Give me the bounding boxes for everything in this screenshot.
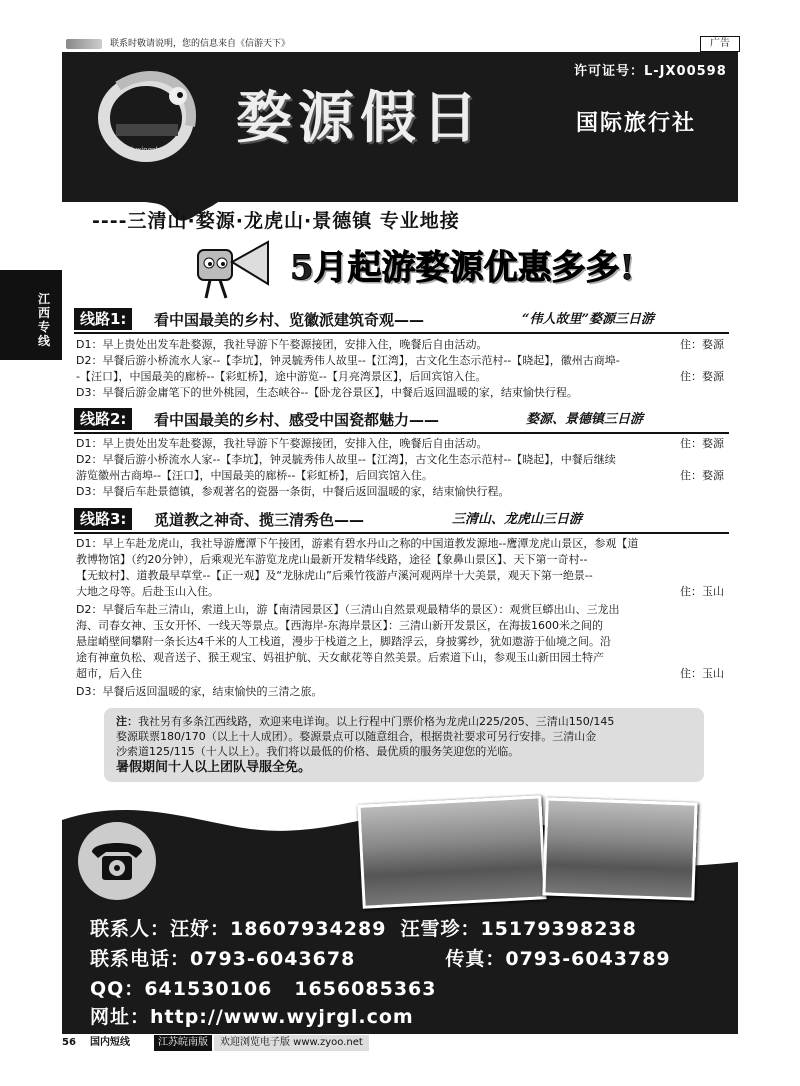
info-source-text: 联系时敬请说明，您的信息来自《信游天下》 [110,39,291,49]
qq-2: 1656085363 [294,978,437,1000]
route-3-day-2-cont-3: 途有神童负松、观音送子、猴王观宝、妈祖护航、天女献花等自然美景。后索道下山，参观玉山新田园土特产 [76,651,604,664]
website-url: http://www.wyjrgl.com [150,1006,414,1028]
route-1-day-1-stay: 住：婺源 [680,338,724,351]
contact-qq [90,974,437,1001]
summer-guide-free-notice: 暑假期间十人以上团队导服全免。 [116,760,312,775]
contact-phone-fax [90,944,671,971]
note-label: 注： [116,715,138,728]
route-1-name: “伟人故里”婺源三日游 [522,312,654,327]
qq-label: QQ： [90,978,145,1000]
route-3-day-1: D1：早上车赴龙虎山，我社导游鹰潭下午接团，游素有碧水丹山之称的中国道教发源地--鹰潭龙虎山景区，参观【道 [76,537,639,550]
agency-brand-name: 婺源假日 [236,85,484,151]
route-2-title: 看中国最美的乡村、感受中国瓷都魅力—— [154,411,440,429]
route-3-title: 觅道教之神奇、揽三清秀色—— [154,511,365,529]
price-note-box [104,708,704,782]
route-3-day-2-stay: 住：玉山 [680,667,724,680]
route-1-title: 看中国最美的乡村、览徽派建筑奇观—— [154,311,425,329]
fax-number: 0793-6043789 [505,948,671,970]
village-bridge-photo [357,795,546,908]
route-1-day-2: D2：早餐后游小桥流水人家--【李坑】，钟灵毓秀伟人故里--【江湾】，古文化生态示范村--【晓起】，徽州古商埠- [76,354,620,367]
huizhou-houses-photo [542,797,697,900]
ad-label: 广告 [700,36,740,52]
qq-1: 641530106 [144,978,273,1000]
destinations-slogan: ----三清山·婺源·龙虎山·景德镇 专业地接 [92,210,460,232]
phone-label: 联系电话： [90,948,191,970]
route-2-tag: 线路2: [74,408,132,430]
route-3-day-1-cont-1: 教博物馆】（约20分钟），后乘观光车游览龙虎山最新开发精华线路，途径【象鼻山景区】、天下第一奇村-- [76,553,588,566]
route-3-day-1-cont-3: 大地之母等。后赴玉山入住。 [76,585,219,598]
page-number: 56 [62,1037,76,1048]
route-1-day-2-cont: -【汪口】，中国最美的廊桥--【彩虹桥】，途中游览--【月亮湾景区】，后回宾馆入住。 [76,370,487,383]
route-3-day-3: D3：早餐后返回温暖的家，结束愉快的三清之旅。 [76,685,323,698]
route-1-day-3: D3：早餐后游金庸笔下的世外桃园，生态峡谷--【卧龙谷景区】，中餐后返回温暖的家，结束愉快行程。 [76,386,578,399]
contact-persons [90,914,637,941]
fax-label: 传真： [445,948,506,970]
contact-website [90,1002,414,1029]
route-1-day-1: D1：早上贵处出发车赴婺源，我社导游下午婺源接团，安排入住，晚餐后自由活动。 [76,338,488,351]
logo-caption: jiarilvxingshe [118,146,165,154]
section-name: 国内短线 [90,1037,130,1048]
route-3-day-1-stay: 住：玉山 [680,585,724,598]
license-number: 许可证号：L-JX00598 [574,64,727,79]
e-edition-link: 欢迎浏览电子版 www.zyoo.net [214,1035,369,1051]
publisher-edition: 江苏皖南版 [154,1035,212,1051]
agency-type: 国际旅行社 [576,111,697,136]
route-2-day-2-cont: 游览徽州古商埠--【汪口】，中国最美的廊桥--【彩虹桥】，后回宾馆入住。 [76,469,433,482]
route-1-header [74,308,729,334]
route-2-day-2-stay: 住：婺源 [680,469,724,482]
route-2-day-1: D1：早上贵处出发车赴婺源，我社导游下午婺源接团，安排入住，晚餐后自由活动。 [76,437,488,450]
route-3-header [74,508,729,534]
route-3-day-2: D2：早餐后车赴三清山，索道上山，游【南清园景区】（三清山自然景观最精华的景区）：观赏巨蟒出山、三龙出 [76,603,620,616]
megaphone-mascot-icon [188,232,278,304]
website-label: 网址： [90,1006,151,1028]
route-2-name: 婺源、景德镇三日游 [526,412,644,427]
route-3-tag: 线路3: [74,508,132,530]
route-3-name: 三清山、龙虎山三日游 [452,512,583,527]
footer [62,1034,738,1052]
route-3-day-2-cont-1: 海、司春女神、玉女开怀、一线天等景点。【西海岸-东海岸景区】：三清山新开发景区，在海拔1600米之间的 [76,619,603,632]
note-line-3: 沙索道125/115（十人以上）。我们将以最低的价格、最优质的服务笑迎您的光临。 [116,745,520,758]
route-2-day-2: D2：早餐后游小桥流水人家--【李坑】，钟灵毓秀伟人故里--【江湾】，古文化生态示范村--【晓起】，中餐后继续 [76,453,616,466]
telephone-icon [78,822,156,900]
contact-person-label: 联系人： [90,918,171,940]
note-line-2: 婺源联票180/170（以上十人成团）。婺源景点可以随意组合，根据贵社要求可另行安排。三清山金 [116,730,597,743]
route-2-day-3: D3：早餐后车赴景德镇，参观著名的瓷器一条街，中餐后返回温暖的家，结束愉快行程。 [76,485,510,498]
route-1-day-2-stay: 住：婺源 [680,370,724,383]
agency-logo [98,66,208,166]
contact-person-1: 汪妤：18607934289 [170,918,387,940]
route-3-day-2-cont-2: 悬崖峭壁间攀附一条长达4千米的人工栈道，漫步于栈道之上，脚踏浮云，身披雾纱，犹如遨游于仙境之间。沿 [76,635,611,648]
route-1-tag: 线路1: [74,308,132,330]
publication-logo [66,39,102,49]
side-tab-label: 江西专线 [38,292,51,348]
route-3-day-2-cont-4: 超市，后入住 [76,667,142,680]
note-line-1: 注：我社另有多条江西线路，欢迎来电详询。以上行程中门票价格为龙虎山225/205、三清山150/145 [116,715,615,728]
jiangxi-line-tab [0,270,62,360]
route-2-header [74,408,729,434]
route-2-day-1-stay: 住：婺源 [680,437,724,450]
route-3-day-1-cont-2: 【无蚊村】、道教最早草堂--【正一观】及“龙脉虎山”后乘竹筏游卢溪河观两岸十大美景，观天下第一绝景-- [76,569,593,582]
phone-number: 0793-6043678 [190,948,356,970]
may-promotion-slogan: 5月起游婺源优惠多多! [290,248,635,288]
info-source-strip [62,36,438,52]
contact-person-2: 汪雪珍：15179398238 [400,918,637,940]
